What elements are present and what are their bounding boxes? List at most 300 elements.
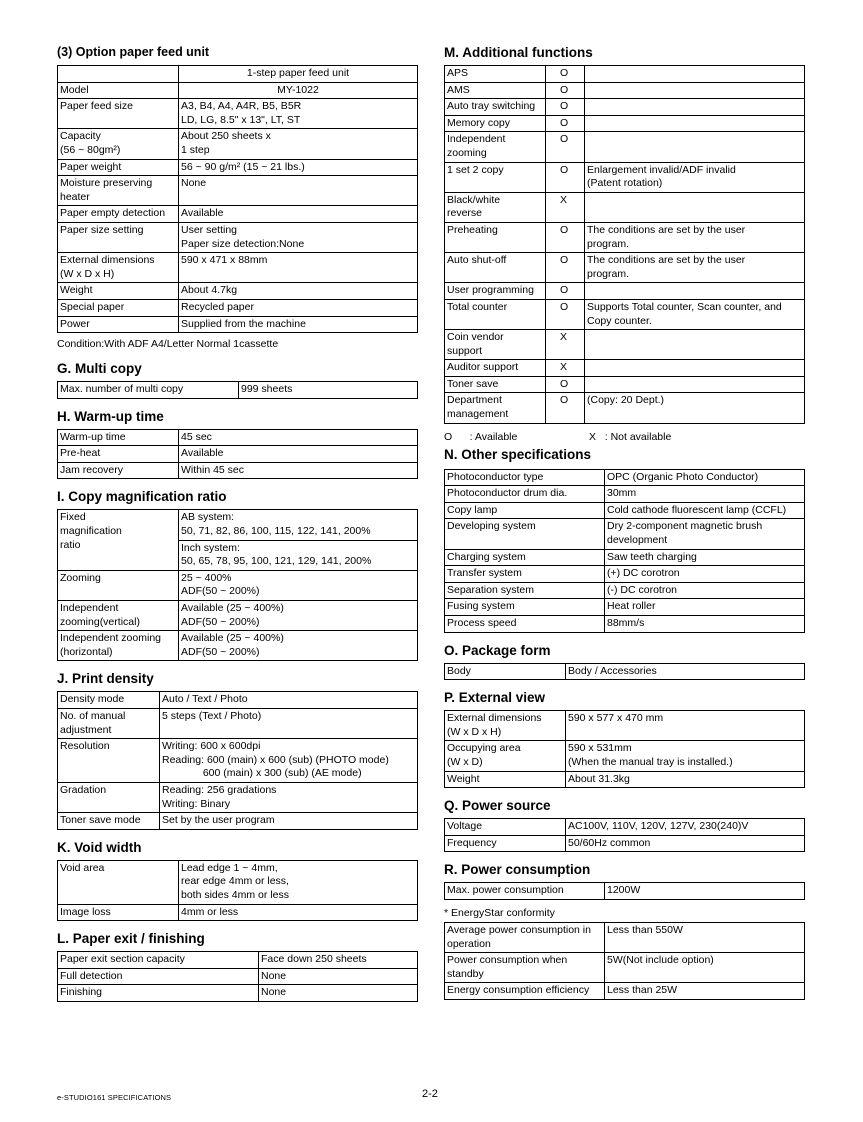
option-feed-table (57, 65, 418, 333)
row-value (179, 283, 418, 300)
table-row (445, 162, 805, 192)
table-row (58, 462, 418, 479)
void-width-title: K. Void width (57, 839, 142, 855)
warmup-table (57, 429, 418, 480)
row-value: 5W(Not include option) (605, 953, 805, 983)
function-label: AMS (445, 82, 546, 99)
function-label: Toner save (445, 376, 546, 393)
row-value (179, 860, 418, 904)
row-label: Void area (58, 860, 179, 904)
table-row (58, 222, 418, 252)
cell-line: both sides 4mm or less (181, 888, 289, 901)
right-column (444, 44, 805, 1000)
row-value (179, 222, 418, 252)
power-source-rows (445, 819, 805, 852)
table-row (58, 510, 418, 540)
cell-line: Recycled paper (181, 300, 254, 313)
table-row (58, 985, 418, 1002)
table-row (445, 549, 805, 566)
table-row (445, 502, 805, 519)
legend-available: O : Available (444, 430, 518, 443)
option-head: 1-step paper feed unit (179, 66, 418, 83)
function-mark: O (546, 376, 585, 393)
option-feed-title: (3) Option paper feed unit (57, 45, 210, 59)
max-power-table (444, 882, 805, 900)
row-value (605, 519, 805, 549)
cell-line: 25 ~ 400% (181, 571, 232, 584)
row-value (605, 469, 805, 486)
function-note: (Copy: 20 Dept.) (585, 393, 805, 423)
package-form-table (444, 663, 805, 681)
model-value: MY-1022 (179, 82, 418, 99)
model-label: Model (58, 82, 179, 99)
function-label: 1 set 2 copy (445, 162, 546, 192)
row-label: External dimensions (W x D x H) (58, 253, 179, 283)
row-value (605, 502, 805, 519)
function-label: Auto shut-off (445, 253, 546, 283)
cell-line: Reading: 600 (main) x 600 (sub) (PHOTO mode) (162, 753, 389, 766)
function-label: Independent zooming (445, 132, 546, 162)
cell-line: Cold cathode fluorescent lamp (CCFL) (607, 503, 787, 516)
row-label: Charging system (445, 549, 605, 566)
multi-copy-value: 999 sheets (239, 382, 418, 399)
row-value (179, 206, 418, 223)
package-label: Body (445, 663, 566, 680)
power-source-title: Q. Power source (444, 798, 551, 814)
row-value: Within 45 sec (179, 462, 418, 479)
table-row (445, 253, 805, 283)
function-mark: X (546, 192, 585, 222)
table-row (58, 739, 418, 783)
function-note: Enlargement invalid/ADF invalid (Patent rotation) (585, 162, 805, 192)
cell-line: Paper size detection:None (181, 237, 305, 250)
row-value: Less than 25W (605, 983, 805, 1000)
table-row (58, 968, 418, 985)
row-value: Available (179, 446, 418, 463)
row-value (160, 692, 418, 709)
cell-line: 56 ~ 90 g/m² (15 ~ 21 lbs.) (181, 160, 305, 173)
row-value (605, 582, 805, 599)
table-row (58, 99, 418, 129)
table-row (58, 860, 418, 904)
function-mark: O (546, 222, 585, 252)
function-label: User programming (445, 283, 546, 300)
cell-line: rear edge 4mm or less, (181, 875, 289, 888)
row-value: None (259, 968, 418, 985)
function-mark: O (546, 162, 585, 192)
row-value (605, 566, 805, 583)
row-value (179, 253, 418, 283)
energystar-rows (445, 922, 805, 999)
print-density-title: J. Print density (57, 671, 154, 687)
row-label: Average power consumption in operation (445, 922, 605, 952)
void-width-table (57, 860, 418, 921)
function-note (585, 330, 805, 360)
row-value (605, 486, 805, 503)
function-label: APS (445, 66, 546, 83)
cell-line: A3, B4, A4, A4R, B5, B5R (181, 100, 302, 113)
cell-line: Dry 2-component magnetic brush (607, 520, 763, 533)
row-value (179, 570, 418, 600)
row-value: None (259, 985, 418, 1002)
row-label: Paper size setting (58, 222, 179, 252)
additional-functions-title: M. Additional functions (444, 45, 593, 60)
cell-line: 590 x 577 x 470 mm (568, 712, 664, 725)
function-note (585, 99, 805, 116)
function-note: Supports Total counter, Scan counter, and Copy counter. (585, 299, 805, 329)
row-value: 50/60Hz common (566, 835, 805, 852)
table-row (58, 709, 418, 739)
multi-copy-title: G. Multi copy (57, 361, 142, 377)
cell-line: 50, 71, 82, 86, 100, 115, 122, 141, 200% (181, 525, 371, 538)
cell-line: LD, LG, 8.5" x 13", LT, ST (181, 113, 301, 126)
row-value (566, 741, 805, 771)
function-label: Coin vendor support (445, 330, 546, 360)
table-row (58, 382, 418, 399)
legend-not-available: X : Not available (589, 430, 672, 443)
row-label: Weight (445, 771, 566, 788)
row-label: Photoconductor type (445, 469, 605, 486)
function-mark: X (546, 330, 585, 360)
row-label: Copy lamp (445, 502, 605, 519)
cell-line: Lead edge 1 ~ 4mm, (181, 861, 278, 874)
function-note (585, 192, 805, 222)
function-note (585, 82, 805, 99)
energystar-table (444, 922, 805, 1000)
row-label: Transfer system (445, 566, 605, 583)
cell-line: 590 x 471 x 88mm (181, 254, 268, 267)
row-label: Pre-heat (58, 446, 179, 463)
row-label: Capacity (56 ~ 80gm²) (58, 129, 179, 159)
paper-exit-title: L. Paper exit / finishing (57, 931, 205, 947)
multi-copy-label: Max. number of multi copy (58, 382, 239, 399)
table-row (58, 692, 418, 709)
row-value (566, 771, 805, 788)
row-label: Gradation (58, 782, 160, 812)
table-row (58, 446, 418, 463)
page-number: 2-2 (422, 1088, 438, 1100)
function-label: Auditor support (445, 360, 546, 377)
row-label: Image loss (58, 904, 179, 921)
function-note (585, 132, 805, 162)
function-label: Department management (445, 393, 546, 423)
cell-line: Reading: 256 gradations (162, 783, 277, 796)
table-row (445, 922, 805, 952)
row-value (179, 159, 418, 176)
row-label: Paper empty detection (58, 206, 179, 223)
table-row (58, 66, 418, 83)
other-specs-rows (445, 469, 805, 632)
fixed-magnification-label: Fixed magnification ratio (58, 510, 179, 570)
table-row (58, 782, 418, 812)
table-row (445, 469, 805, 486)
cell-line: Available (25 ~ 400%) (181, 602, 284, 615)
function-label: Preheating (445, 222, 546, 252)
table-row (445, 66, 805, 83)
energystar-note: * EnergyStar conformity (444, 906, 555, 919)
condition-note: Condition:With ADF A4/Letter Normal 1cassette (57, 338, 279, 351)
row-value (179, 601, 418, 631)
cell-line: 4mm or less (181, 905, 239, 918)
footer-doc-title: e-STUDIO161 SPECIFICATIONS (57, 1093, 172, 1102)
row-label: Power (58, 316, 179, 333)
multi-copy-table (57, 381, 418, 399)
cell-line: Writing: 600 x 600dpi (162, 740, 261, 753)
row-value: Less than 550W (605, 922, 805, 952)
row-label: Zooming (58, 570, 179, 600)
row-label: Independent zooming (horizontal) (58, 631, 179, 661)
row-value (179, 176, 418, 206)
row-label: Occupying area (W x D) (445, 741, 566, 771)
table-row (445, 283, 805, 300)
cell-line: (When the manual tray is installed.) (568, 755, 733, 768)
cell-line: Writing: Binary (162, 797, 231, 810)
table-row (58, 206, 418, 223)
row-label: Toner save mode (58, 813, 160, 830)
paper-exit-table (57, 951, 418, 1002)
row-label: Independent zooming(vertical) (58, 601, 179, 631)
row-label: Power consumption when standby (445, 953, 605, 983)
magnification-title: I. Copy magnification ratio (57, 489, 227, 505)
row-value (605, 599, 805, 616)
table-row (58, 429, 418, 446)
row-label: Fusing system (445, 599, 605, 616)
row-value (160, 739, 418, 783)
cell-line: Supplied from the machine (181, 317, 306, 330)
cell-line: 600 (main) x 300 (sub) (AE mode) (162, 767, 362, 780)
row-value: Face down 250 sheets (259, 952, 418, 969)
cell-line: 50, 65, 78, 95, 100, 121, 129, 141, 200% (181, 555, 372, 568)
row-label: Density mode (58, 692, 160, 709)
row-label: Finishing (58, 985, 259, 1002)
cell-line: (-) DC corotron (607, 583, 678, 596)
row-label: Special paper (58, 299, 179, 316)
table-row (58, 129, 418, 159)
magnification-table (57, 509, 418, 661)
table-row (445, 953, 805, 983)
external-view-table (444, 710, 805, 788)
cell-line: ADF(50 ~ 200%) (181, 585, 260, 598)
row-value (160, 709, 418, 739)
row-value (179, 299, 418, 316)
cell-line: 30mm (607, 487, 637, 500)
table-row (58, 316, 418, 333)
function-label: Memory copy (445, 115, 546, 132)
row-value (179, 631, 418, 661)
table-row (445, 376, 805, 393)
row-value: 45 sec (179, 429, 418, 446)
table-row (58, 299, 418, 316)
package-form-title: O. Package form (444, 642, 551, 658)
table-row (445, 741, 805, 771)
row-label: Voltage (445, 819, 566, 836)
cell-line: About 4.7kg (181, 284, 238, 297)
cell-line: 5 steps (Text / Photo) (162, 710, 262, 722)
function-mark: O (546, 66, 585, 83)
cell-line: User setting (181, 223, 238, 236)
cell-line: Available (181, 207, 224, 220)
row-value (179, 99, 418, 129)
function-mark: O (546, 283, 585, 300)
availability-legend (444, 430, 805, 444)
function-mark: O (546, 299, 585, 329)
function-note: The conditions are set by the user program. (585, 222, 805, 252)
table-row (58, 176, 418, 206)
additional-functions-rows (445, 66, 805, 424)
function-label: Auto tray switching (445, 99, 546, 116)
table-row (445, 393, 805, 423)
table-row (445, 486, 805, 503)
table-row (445, 519, 805, 549)
table-row (445, 983, 805, 1000)
function-mark: O (546, 253, 585, 283)
cell-line: AB system: (181, 511, 235, 524)
table-row (445, 99, 805, 116)
max-power-value: 1200W (605, 883, 805, 900)
cell-line: 88mm/s (607, 617, 645, 629)
table-row (445, 192, 805, 222)
table-row (445, 599, 805, 616)
function-note (585, 115, 805, 132)
row-value (160, 813, 418, 830)
function-label: Total counter (445, 299, 546, 329)
warmup-rows (58, 429, 418, 479)
table-row (58, 952, 418, 969)
inch-system-cell (179, 540, 418, 570)
table-row (445, 582, 805, 599)
ab-system-cell (179, 510, 418, 540)
table-row (445, 616, 805, 633)
table-row (445, 132, 805, 162)
cell-line: (+) DC corotron (607, 567, 680, 580)
cell-line: Heat roller (607, 600, 656, 613)
row-label: Photoconductor drum dia. (445, 486, 605, 503)
cell-line: ADF(50 ~ 200%) (181, 615, 260, 628)
row-label: Jam recovery (58, 462, 179, 479)
other-specs-table (444, 469, 805, 633)
cell-line: development (607, 534, 668, 547)
function-mark: O (546, 393, 585, 423)
row-value (179, 316, 418, 333)
row-label: Full detection (58, 968, 259, 985)
table-row (445, 330, 805, 360)
table-row (445, 883, 805, 900)
print-density-rows (58, 692, 418, 829)
row-value (566, 711, 805, 741)
table-row (58, 82, 418, 99)
cell-line: Inch system: (181, 541, 240, 554)
function-note (585, 360, 805, 377)
row-value (179, 904, 418, 921)
power-consumption-title: R. Power consumption (444, 862, 591, 878)
external-view-title: P. External view (444, 690, 546, 706)
table-row (445, 360, 805, 377)
table-row (58, 631, 418, 661)
row-label: Separation system (445, 582, 605, 599)
row-label: Developing system (445, 519, 605, 549)
row-label: Paper feed size (58, 99, 179, 129)
cell-line: 1 step (181, 143, 210, 156)
row-label: Frequency (445, 835, 566, 852)
table-row (445, 299, 805, 329)
row-label: External dimensions (W x D x H) (445, 711, 566, 741)
table-row (445, 711, 805, 741)
function-label: Black/white reverse (445, 192, 546, 222)
table-row (58, 253, 418, 283)
left-column (57, 44, 418, 1002)
function-note (585, 66, 805, 83)
cell-line: None (181, 177, 207, 190)
row-label: Paper exit section capacity (58, 952, 259, 969)
table-row (445, 835, 805, 852)
table-row (445, 115, 805, 132)
table-row (445, 222, 805, 252)
row-label: Resolution (58, 739, 160, 783)
other-specs-title: N. Other specifications (444, 446, 592, 462)
row-value (605, 549, 805, 566)
cell-line: ADF(50 ~ 200%) (181, 645, 260, 658)
max-power-label: Max. power consumption (445, 883, 605, 900)
row-label: No. of manual adjustment (58, 709, 160, 739)
row-label: Energy consumption efficiency (445, 983, 605, 1000)
paper-exit-rows (58, 952, 418, 1002)
table-row (58, 813, 418, 830)
table-row (445, 663, 805, 680)
additional-functions-table (444, 65, 805, 424)
table-row (58, 904, 418, 921)
row-label: Process speed (445, 616, 605, 633)
table-row (58, 159, 418, 176)
function-note (585, 283, 805, 300)
package-value: Body / Accessories (566, 663, 805, 680)
row-value (160, 782, 418, 812)
table-row (445, 819, 805, 836)
cell-line: Auto / Text / Photo (162, 693, 248, 706)
table-row (445, 566, 805, 583)
void-width-rows (58, 860, 418, 920)
option-rows (58, 99, 418, 333)
function-mark: O (546, 99, 585, 116)
function-mark: O (546, 132, 585, 162)
table-row (58, 601, 418, 631)
row-value (179, 129, 418, 159)
row-value (605, 616, 805, 633)
cell-line: OPC (Organic Photo Conductor) (607, 470, 759, 483)
row-value: AC100V, 110V, 120V, 127V, 230(240)V (566, 819, 805, 836)
magnification-rows (58, 570, 418, 661)
table-row (445, 771, 805, 788)
row-label: Paper weight (58, 159, 179, 176)
cell-line: 590 x 531mm (568, 742, 632, 755)
function-note: The conditions are set by the user program. (585, 253, 805, 283)
function-mark: X (546, 360, 585, 377)
table-row (58, 283, 418, 300)
external-view-rows (445, 711, 805, 788)
table-row (445, 82, 805, 99)
row-label: Warm-up time (58, 429, 179, 446)
cell-line: Set by the user program (162, 814, 275, 827)
function-note (585, 376, 805, 393)
cell-line: About 250 sheets x (181, 130, 271, 143)
warmup-title: H. Warm-up time (57, 408, 164, 424)
table-row (58, 570, 418, 600)
power-source-table (444, 818, 805, 852)
cell-line: Available (25 ~ 400%) (181, 632, 284, 645)
row-label: Weight (58, 283, 179, 300)
print-density-table (57, 691, 418, 829)
function-mark: O (546, 82, 585, 99)
row-label: Moisture preserving heater (58, 176, 179, 206)
